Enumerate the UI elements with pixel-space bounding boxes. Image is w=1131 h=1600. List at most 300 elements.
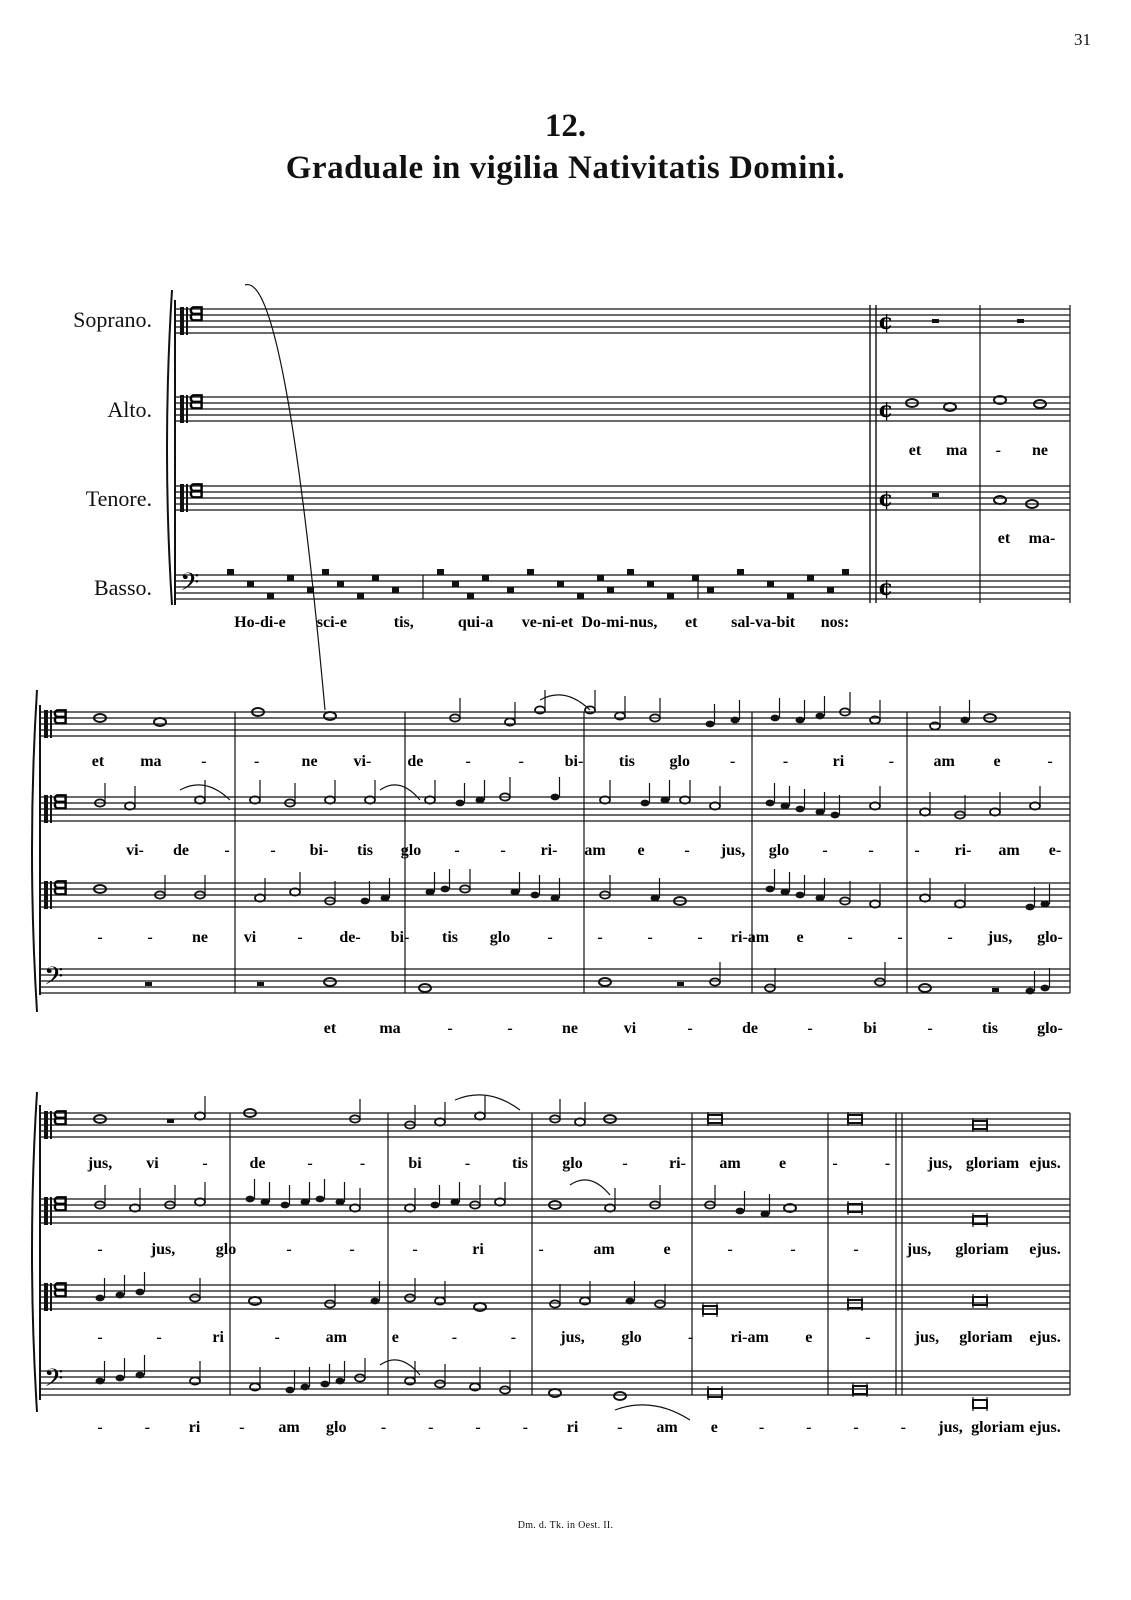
lyric-syllable: ne: [192, 929, 208, 946]
lyric-syllable: -: [518, 753, 524, 770]
breve: [703, 1306, 717, 1314]
page-number: 31: [1074, 30, 1091, 49]
c-clef-upper: ᗺ: [189, 302, 204, 326]
lyric-syllable: am: [278, 1419, 300, 1436]
lyric-syllable: tis: [618, 753, 635, 770]
lyric-syllable: ri: [188, 1419, 201, 1436]
lyric-syllable: -: [286, 1241, 292, 1258]
whole-note: [919, 984, 931, 992]
c-clef-upper: ᗺ: [189, 390, 204, 414]
slur: [540, 695, 590, 710]
lyric-syllable: nos:: [820, 614, 850, 631]
lyric-syllable: tis: [442, 929, 458, 946]
whole-note: [419, 984, 431, 992]
chant-note: [557, 581, 564, 587]
quarter-note: [551, 895, 560, 902]
half-note: [435, 1380, 445, 1387]
quarter-note: [1041, 985, 1050, 992]
lyric-syllable: jus,: [906, 1241, 932, 1258]
quarter-note: [431, 1202, 440, 1209]
lyric-syllable: bi-: [390, 929, 410, 946]
lyric-syllable: -: [547, 929, 553, 946]
chant-note: [482, 575, 489, 581]
chant-note: [667, 593, 674, 599]
f-clef: 𝄢: [180, 568, 200, 603]
c-clef-stroke: [50, 710, 52, 738]
f-clef: 𝄢: [44, 1364, 64, 1399]
chant-note: [287, 575, 294, 581]
lyric-syllable: glo: [326, 1419, 347, 1436]
lyric-syllable: e: [710, 1419, 718, 1436]
lyric-syllable: -: [97, 1419, 103, 1436]
lyric-syllable: -: [464, 1155, 471, 1172]
lyric-syllable: -: [647, 929, 653, 946]
lyric-syllable: -: [465, 753, 471, 770]
lyric-syllable: ma: [140, 753, 162, 770]
lyric-syllable: -: [380, 1419, 387, 1436]
lyric-syllable: et: [685, 614, 698, 631]
c-clef-stroke: [50, 795, 52, 823]
lyric-syllable: -: [201, 753, 207, 770]
lyric-syllable: -: [254, 753, 260, 770]
half-note: [355, 1374, 365, 1381]
breve: [853, 1386, 867, 1394]
c-clef-upper: ᗺ: [53, 1192, 68, 1216]
quarter-note: [781, 889, 790, 896]
lyric-syllable: ne: [301, 753, 318, 770]
lyric-syllable: e: [663, 1241, 671, 1258]
lyric-syllable: -: [807, 1020, 813, 1037]
lyric-syllable: jus,: [560, 1329, 585, 1346]
c-clef: [180, 307, 184, 335]
lyric-syllable: -: [888, 753, 894, 770]
lyric-syllable: am: [656, 1419, 678, 1436]
lyric-syllable: e: [778, 1155, 787, 1172]
lyric-syllable: de: [742, 1020, 758, 1037]
lyric-syllable: -: [307, 1155, 313, 1172]
piece-title: Graduale in vigilia Nativitatis Domini.: [285, 150, 846, 186]
lyric-syllable: -: [454, 842, 460, 859]
lyric-syllable: jus,: [720, 842, 746, 859]
lyric-syllable: ri-am: [730, 929, 770, 946]
lyric-syllable: ri: [832, 753, 845, 770]
lyric-syllable: -: [522, 1419, 528, 1436]
lyric-syllable: -: [144, 1419, 150, 1436]
rest: [677, 982, 684, 986]
chant-note: [737, 569, 744, 575]
lyric-syllable: -: [687, 1329, 694, 1346]
voice-label-basso: Basso.: [93, 575, 152, 600]
lyric-syllable: -: [900, 1419, 906, 1436]
whole-note: [944, 403, 956, 411]
slur: [615, 1405, 690, 1420]
lyric-syllable: -: [687, 1020, 693, 1037]
lyric-syllable: ri: [212, 1329, 224, 1346]
quarter-note: [96, 1378, 105, 1385]
lyric-syllable: et: [997, 530, 1011, 547]
chant-note: [607, 587, 614, 593]
chant-note: [437, 569, 444, 575]
lyric-syllable: ejus.: [1029, 1329, 1061, 1346]
lyric-syllable: e: [993, 753, 1001, 770]
lyric-syllable: jus,: [938, 1419, 963, 1436]
quarter-note: [246, 1196, 255, 1203]
rest: [932, 493, 939, 497]
chant-note: [527, 569, 534, 575]
lyric-syllable: -: [156, 1329, 162, 1346]
lyric-syllable: jus,: [150, 1241, 176, 1258]
half-note: [875, 978, 885, 985]
c-clef: [44, 795, 48, 823]
quarter-note: [641, 800, 650, 807]
time-signature: ¢: [878, 486, 894, 512]
quarter-note: [761, 1211, 770, 1218]
lyric-syllable: ri-: [954, 842, 972, 859]
lyric-syllable: -: [853, 1419, 859, 1436]
lyric-syllable: am: [593, 1241, 615, 1258]
lyric-syllable: vi: [623, 1020, 637, 1037]
chant-note: [767, 581, 774, 587]
breve: [973, 1400, 987, 1408]
quarter-note: [136, 1372, 145, 1379]
whole-note: [249, 1297, 261, 1305]
chant-note: [597, 575, 604, 581]
c-clef: [44, 1283, 48, 1311]
lyric-syllable: -: [727, 1241, 733, 1258]
quarter-note: [796, 892, 805, 899]
quarter-note: [316, 1196, 325, 1203]
lyric-syllable: ejus.: [1029, 1241, 1061, 1258]
lyric-syllable: glo: [400, 842, 422, 859]
lyric-syllable: glo: [768, 842, 790, 859]
lyric-syllable: glo: [621, 1329, 642, 1346]
slur: [380, 785, 420, 800]
lyric-syllable: -: [897, 929, 903, 946]
lyric-syllable: -: [884, 1155, 891, 1172]
rest: [167, 1119, 174, 1123]
lyric-syllable: -: [349, 1241, 355, 1258]
half-note: [500, 1386, 510, 1393]
lyric-syllable: jus,: [987, 929, 1013, 946]
lyric-syllable: -: [995, 442, 1001, 459]
lyric-syllable: glo: [489, 929, 511, 946]
quarter-note: [651, 895, 660, 902]
c-clef-upper: ᗺ: [53, 1278, 68, 1302]
quarter-note: [796, 717, 805, 724]
quarter-note: [476, 797, 485, 804]
lyric-syllable: ne: [1032, 442, 1048, 459]
lyric-syllable: -: [927, 1020, 933, 1037]
lyric-syllable: e: [796, 929, 804, 946]
quarter-note: [816, 809, 825, 816]
quarter-note: [731, 717, 740, 724]
quarter-note: [426, 889, 435, 896]
lyric-syllable: sal-va-bit: [731, 614, 796, 631]
quarter-note: [301, 1384, 310, 1391]
lyric-syllable: vi-: [353, 753, 372, 770]
quarter-note: [301, 1199, 310, 1206]
time-signature: ¢: [878, 575, 894, 601]
quarter-note: [626, 1298, 635, 1305]
lyric-syllable: -: [865, 1329, 871, 1346]
lyric-syllable: ne: [562, 1020, 578, 1037]
c-clef-upper: ᗺ: [189, 479, 204, 503]
lyric-syllable: ma-: [1028, 530, 1056, 547]
voice-label-tenore: Tenore.: [85, 486, 152, 511]
footer-imprint: Dm. d. Tk. in Oest. II.: [517, 1520, 614, 1531]
c-clef: [44, 1111, 48, 1139]
quarter-note: [766, 886, 775, 893]
lyric-syllable: tis,: [393, 614, 414, 631]
lyric-syllable: tis: [982, 1020, 998, 1037]
lyric-syllable: -: [510, 1329, 517, 1346]
quarter-note: [1026, 988, 1035, 995]
half-note: [405, 1294, 415, 1301]
lyric-syllable: -: [622, 1155, 628, 1172]
lyric-syllable: -: [97, 1329, 103, 1346]
chant-note: [842, 569, 849, 575]
lyric-syllable: -: [475, 1419, 481, 1436]
lyric-syllable: bi-: [309, 842, 329, 859]
rest: [992, 988, 999, 992]
lyric-syllable: ri-: [540, 842, 558, 859]
lyric-syllable: -: [947, 929, 953, 946]
lyric-syllable: jus,: [914, 1329, 940, 1346]
lyric-syllable: bi: [863, 1020, 877, 1037]
c-clef: [180, 484, 184, 512]
quarter-note: [531, 892, 540, 899]
lyric-syllable: -: [684, 842, 690, 859]
lyric-syllable: -: [224, 842, 230, 859]
lyric-syllable: -: [239, 1419, 245, 1436]
lyric-syllable: e: [805, 1329, 813, 1346]
lyric-syllable: qui-a: [457, 614, 494, 631]
whole-note: [1034, 400, 1046, 408]
f-clef: 𝄢: [44, 962, 64, 997]
quarter-note: [816, 895, 825, 902]
lyric-syllable: Do-mi-nus,: [581, 614, 658, 631]
time-signature: ¢: [878, 309, 894, 335]
lyric-syllable: -: [597, 929, 603, 946]
breve: [973, 1297, 987, 1305]
lyric-syllable: -: [868, 842, 874, 859]
lyric-syllable: gloriam: [959, 1329, 1013, 1346]
quarter-note: [456, 800, 465, 807]
chant-note: [507, 587, 514, 593]
lyric-syllable: glo-: [1037, 1020, 1063, 1037]
quarter-note: [371, 1298, 380, 1305]
c-clef-upper: ᗺ: [53, 705, 68, 729]
whole-note: [324, 978, 336, 986]
chant-note: [807, 575, 814, 581]
lyric-syllable: ri: [472, 1241, 484, 1258]
rest: [145, 982, 152, 986]
lyric-syllable: glo: [215, 1241, 237, 1258]
lyric-syllable: am: [584, 842, 606, 859]
c-clef-stroke: [50, 1197, 52, 1225]
lyric-syllable: -: [730, 753, 736, 770]
lyric-syllable: ma: [379, 1020, 401, 1037]
lyric-syllable: -: [538, 1241, 544, 1258]
lyric-syllable: ri-: [669, 1155, 686, 1172]
chant-note: [392, 587, 399, 593]
quarter-note: [961, 717, 970, 724]
quarter-note: [831, 812, 840, 819]
half-note: [710, 978, 720, 985]
slur: [570, 1180, 610, 1195]
c-clef-stroke: [186, 484, 188, 512]
voice-label-soprano: Soprano.: [73, 307, 152, 332]
rest: [1017, 319, 1024, 323]
chant-note: [372, 575, 379, 581]
lyric-syllable: -: [147, 929, 153, 946]
lyric-syllable: Ho-di-e: [234, 614, 286, 631]
c-clef-stroke: [186, 395, 188, 423]
lyric-syllable: de: [173, 842, 189, 859]
lyric-syllable: ri: [566, 1419, 579, 1436]
quarter-note: [661, 797, 670, 804]
lyric-syllable: -: [782, 753, 789, 770]
quarter-note: [551, 794, 560, 801]
quarter-note: [511, 889, 520, 896]
lyric-syllable: -: [914, 842, 920, 859]
chant-note: [452, 581, 459, 587]
lyric-syllable: et: [908, 442, 922, 459]
c-clef-stroke: [50, 881, 52, 909]
quarter-note: [281, 1202, 290, 1209]
lyric-syllable: -: [274, 1329, 280, 1346]
slur: [455, 1095, 520, 1110]
quarter-note: [136, 1289, 145, 1296]
quarter-note: [321, 1381, 330, 1388]
chant-note: [322, 569, 329, 575]
c-clef-stroke: [186, 307, 188, 335]
lyric-syllable: am: [719, 1155, 741, 1172]
chant-note: [247, 581, 254, 587]
lyric-syllable: -: [758, 1419, 765, 1436]
chant-note: [627, 569, 634, 575]
whole-note: [994, 496, 1006, 504]
voice-label-alto: Alto.: [107, 397, 152, 422]
chant-note: [357, 593, 364, 599]
c-clef: [44, 1197, 48, 1225]
lyric-syllable: gloriam: [971, 1419, 1025, 1436]
lyric-syllable: de: [407, 753, 424, 770]
chant-note: [707, 587, 714, 593]
quarter-note: [361, 898, 370, 905]
lyric-syllable: ma: [946, 442, 968, 459]
lyric-syllable: et: [323, 1020, 337, 1037]
quarter-note: [116, 1375, 125, 1382]
breve: [708, 1389, 722, 1397]
quarter-note: [736, 1208, 745, 1215]
lyric-syllable: ve-ni-et: [521, 614, 574, 631]
slur: [245, 285, 325, 710]
chant-note: [227, 569, 234, 575]
lyric-syllable: -: [806, 1419, 812, 1436]
lyric-syllable: -: [617, 1419, 623, 1436]
lyric-syllable: -: [412, 1241, 418, 1258]
lyric-syllable: am: [933, 753, 955, 770]
lyric-syllable: vi-: [126, 842, 144, 859]
system-brace: [167, 290, 172, 605]
lyric-syllable: -: [507, 1020, 513, 1037]
lyric-syllable: -: [202, 1155, 208, 1172]
quarter-note: [781, 803, 790, 810]
lyric-syllable: -: [500, 842, 506, 859]
lyric-syllable: vi: [146, 1155, 159, 1172]
slur: [380, 1360, 420, 1375]
piece-number: 12.: [544, 108, 587, 144]
quarter-note: [766, 800, 775, 807]
lyric-syllable: -: [270, 842, 276, 859]
quarter-note: [1026, 904, 1035, 911]
quarter-note: [706, 721, 715, 728]
lyric-syllable: -: [451, 1329, 458, 1346]
lyric-syllable: gloriam: [955, 1241, 1009, 1258]
chant-note: [647, 581, 654, 587]
quarter-note: [116, 1292, 125, 1299]
quarter-note: [816, 713, 825, 720]
whole-note: [474, 1303, 486, 1311]
lyric-syllable: e-: [1048, 842, 1062, 859]
lyric-syllable: -: [853, 1241, 859, 1258]
chant-note: [467, 593, 474, 599]
system-brace: [32, 690, 37, 1012]
rest: [932, 319, 939, 323]
lyric-syllable: ejus.: [1029, 1419, 1061, 1436]
lyric-syllable: de: [249, 1155, 266, 1172]
chant-note: [827, 587, 834, 593]
c-clef: [44, 710, 48, 738]
quarter-note: [336, 1199, 345, 1206]
rest: [257, 982, 264, 986]
whole-note: [154, 718, 166, 726]
c-clef: [180, 395, 184, 423]
quarter-note: [336, 1378, 345, 1385]
lyric-syllable: e: [637, 842, 645, 859]
quarter-note: [771, 715, 780, 722]
quarter-note: [381, 895, 390, 902]
chant-note: [267, 593, 274, 599]
c-clef-upper: ᗺ: [53, 1106, 68, 1130]
lyric-syllable: -: [447, 1020, 453, 1037]
time-signature: ¢: [878, 397, 894, 423]
lyric-syllable: -: [847, 929, 853, 946]
lyric-syllable: -: [790, 1241, 796, 1258]
lyric-syllable: sci-e: [316, 614, 347, 631]
whole-note: [614, 1392, 626, 1400]
lyric-syllable: am: [998, 842, 1020, 859]
c-clef-stroke: [50, 1283, 52, 1311]
quarter-note: [441, 886, 450, 893]
whole-note: [599, 978, 611, 986]
lyric-syllable: glo: [562, 1155, 583, 1172]
half-note: [325, 1300, 335, 1307]
chant-note: [787, 593, 794, 599]
chant-note: [577, 593, 584, 599]
lyric-syllable: bi-: [564, 753, 584, 770]
lyric-syllable: -: [359, 1155, 366, 1172]
whole-note: [549, 1389, 561, 1397]
chant-note: [337, 581, 344, 587]
lyric-syllable: -: [832, 1155, 838, 1172]
c-clef-stroke: [50, 1111, 52, 1139]
quarter-note: [451, 1199, 460, 1206]
lyric-syllable: et: [91, 753, 105, 770]
quarter-note: [96, 1295, 105, 1302]
half-note: [765, 984, 775, 991]
